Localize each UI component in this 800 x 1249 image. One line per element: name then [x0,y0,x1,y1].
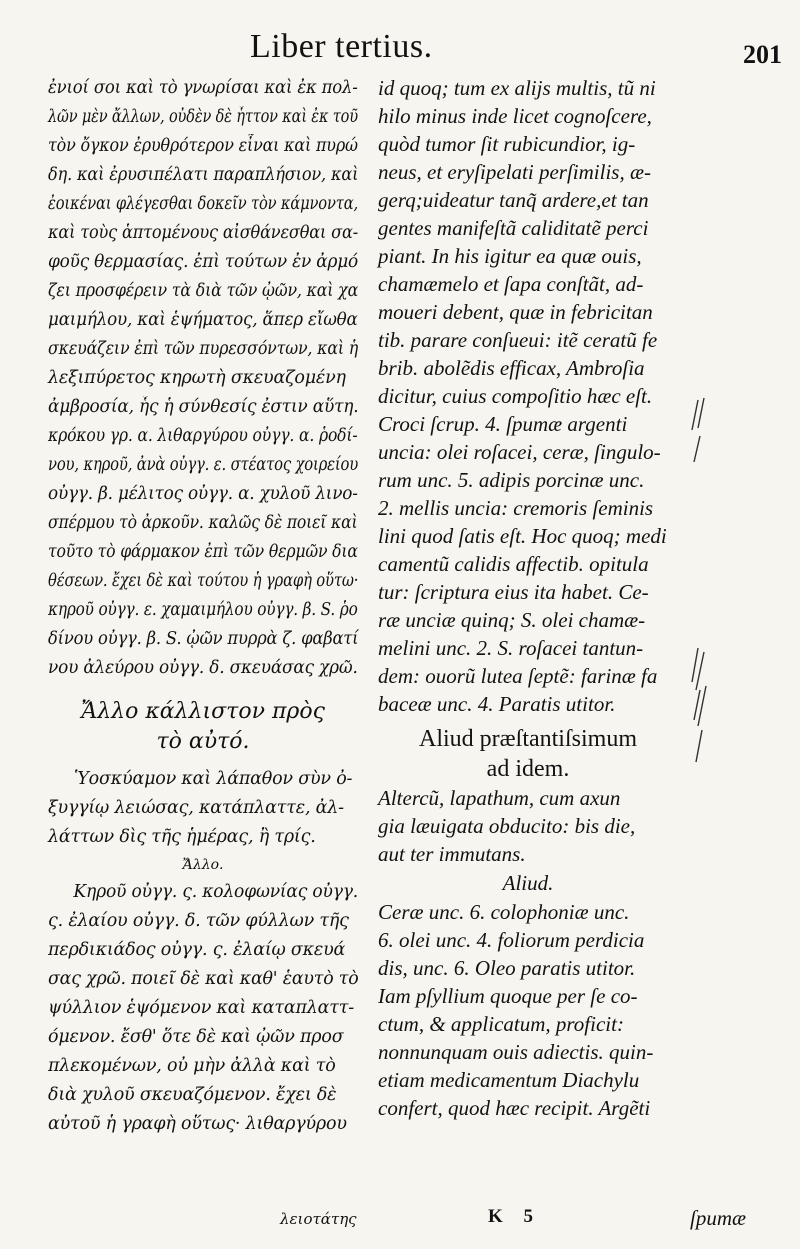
greek-text-line: νου ἀλεύρου οὐγγ. δ. σκευάσας χρῶ. [48,658,358,678]
greek-text-line: νου, κηροῦ, ἀνὰ οὐγγ. ε. στέατος χοιρείου [48,455,359,475]
latin-paragraph-2 [378,784,678,868]
greek-text-line: σκευάζειν ἐπὶ τῶν πυρεσσόντων, καὶ ἡ [48,339,359,359]
latin-text-line: uncia: olei roſacei, ceræ, ſingulo- [378,440,661,464]
greek-text-line: ἀμβροσία, ἧς ἡ σύνθεσίς ἐστιν αὕτη. [48,397,359,417]
latin-text-line: ræ unciæ quinq; S. olei chamæ- [378,608,646,632]
latin-subheading: Aliud. [502,871,554,895]
latin-text-line: baceæ unc. 4. Paratis utitor. [378,692,616,716]
latin-text-line: gerq;uideatur tanq̃ ardere,et tan [378,188,649,212]
latin-text-line: rum unc. 5. adipis porcinæ unc. [378,468,645,492]
latin-text-line: nonnunquam ouis adiectis. quin- [378,1040,654,1064]
latin-text-line: melini unc. 2. S. roſacei tantun- [378,636,644,660]
latin-text-line: brib. abolẽdis efficax, Ambroſia [378,356,645,380]
greek-text-line: καὶ τοὺς ἁπτομένους αἰσθάνεσθαι σα- [48,223,358,243]
latin-paragraph-3 [378,898,678,1122]
greek-text-line: δη. καὶ ἐρυσιπέλατι παραπλήσιον, καὶ [48,165,359,185]
latin-text-line: ctum, & applicatum, proficit: [378,1012,624,1036]
running-head: Liber tertius. [250,28,433,65]
latin-text-line: lini quod ſatis eſt. Hoc quoq; medi [378,524,667,548]
latin-text-line: aut ter immutans. [378,842,526,866]
latin-text-line: hilo minus inde licet cognoſcere, [378,104,652,128]
latin-text-line: gentes manifeſtã caliditatẽ perci [378,216,649,240]
latin-text-line: tur: ſcriptura eius ita habet. Ce- [378,580,649,604]
latin-text-line: gia læuigata obducito: bis die, [378,814,636,838]
greek-text-line: κηροῦ οὐγγ. ε. χαμαιμήλου οὐγγ. β. S. ῥο [48,600,358,620]
greek-text-line: σας χρῶ. ποιεῖ δὲ καὶ καθ' ἑαυτὸ τὸ [48,969,359,989]
greek-text-line: ἐνιοί σοι καὶ τὸ γνωρίσαι καὶ ἐκ πολ- [48,78,358,98]
greek-catchword: λειοτάτης [280,1210,357,1228]
greek-text-line: φοῦς θερμασίας. ἐπὶ τούτων ἐν ἀρμό [48,252,358,272]
greek-paragraph-3 [48,878,358,1139]
greek-text-line: ἐοικέναι φλέγεσθαι δοκεῖν τὸν κάμνοντα, [48,194,358,214]
latin-text-line: Ceræ unc. 6. colophoniæ unc. [378,900,630,924]
greek-text-line: ς. ἐλαίου οὐγγ. δ. τῶν φύλλων τῆς [48,911,349,931]
greek-text-line: Κηροῦ οὐγγ. ς. κολοφωνίας οὐγγ. [73,882,359,902]
latin-text-line: dem: ouorũ lutea ſeptẽ: farinæ fa [378,664,658,688]
greek-text-line: ξυγγίῳ λειώσας, κατάπλαττε, ἀλ- [48,798,344,818]
greek-heading-line-1: Ἄλλο κάλλιστον πρὸς [81,699,325,724]
greek-column [48,74,358,1139]
greek-text-line: διὰ χυλοῦ σκευαζόμενον. ἔχει δὲ [48,1085,337,1105]
greek-text-line: όμενον. ἔσθ' ὅτε δὲ καὶ ᾠῶν προσ [48,1027,344,1047]
greek-text-line: οὐγγ. β. μέλιτος οὐγγ. α. χυλοῦ λινο- [48,484,358,504]
greek-text-line: Ὑοσκύαμον καὶ λάπαθον σὺν ὀ- [74,769,353,789]
greek-text-line: σπέρμου τὸ ἀρκοῦν. καλῶς δὲ ποιεῖ καὶ [48,513,358,533]
greek-text-line: ψύλλιον ἑψόμενον καὶ καταπλαττ- [48,998,354,1018]
signature-mark: K 5 [488,1206,542,1227]
page-number: 201 [743,40,782,69]
latin-text-line: dicitur, cuius compoſitio hæc eſt. [378,384,653,408]
latin-text-line: Croci ſcrup. 4. ſpumæ argenti [378,412,628,436]
latin-heading-line-1: Aliud præſtantiſsimum [418,726,637,752]
greek-text-line: λῶν μὲν ἄλλων, οὐδὲν δὲ ἧττον καὶ ἐκ τοῦ [48,107,358,127]
greek-text-line: πλεκομένων, οὐ μὴν ἀλλὰ καὶ τὸ [48,1056,336,1076]
greek-heading-line-2: τὸ αὐτό. [156,729,250,754]
greek-text-line: αὐτοῦ ἡ γραφὴ οὕτως· λιθαργύρου [48,1114,347,1134]
latin-text-line: quòd tumor ſit rubicundior, ig- [378,132,636,156]
greek-text-line: μαιμήλου, καὶ ἑψήματος, ἅπερ εἴωθα [48,310,358,330]
latin-text-line: piant. In his igitur ea quæ ouis, [378,244,642,268]
latin-text-line: tib. parare conſueui: itẽ ceratũ fe [378,328,658,352]
latin-text-line: 6. olei unc. 4. foliorum perdicia [378,928,645,952]
latin-text-line: 2. mellis uncia: cremoris ſeminis [378,496,654,520]
handwritten-margin-marks [680,390,710,770]
greek-paragraph-1 [48,74,358,683]
greek-paragraph-2 [48,765,358,852]
greek-text-line: κρόκου γρ. α. λιθαργύρου οὐγγ. α. ῥοδί- [48,426,358,446]
latin-paragraph-1 [378,74,678,718]
latin-text-line: neus, et eryſipelati perſimilis, æ- [378,160,651,184]
greek-text-line: περδικιάδος οὐγγ. ς. ἐλαίῳ σκευά [48,940,346,960]
greek-subheading: Ἄλλο. [182,857,224,873]
latin-column [378,74,678,1122]
greek-text-line: τοῦτο τὸ φάρμακον ἐπὶ τῶν θερμῶν δια [48,542,358,562]
latin-text-line: etiam medicamentum Diachylu [378,1068,640,1092]
greek-text-line: τὸν ὄγκον ἐρυθρότερον εἶναι καὶ πυρώ [48,136,358,156]
latin-text-line: id quoq; tum ex alijs multis, tũ ni [378,76,656,100]
latin-catchword: ſpumæ [690,1206,747,1230]
latin-text-line: Iam pſyllium quoque per ſe co- [378,984,638,1008]
greek-text-line: ζει προσφέρειν τὰ διὰ τῶν ᾠῶν, καὶ χα [48,281,359,301]
greek-text-line: δίνου οὐγγ. β. S. ᾠῶν πυρρὰ ζ. φαβατί [48,629,359,649]
latin-text-line: chamæmelo et ſapa conſtãt, ad- [378,272,644,296]
greek-text-line: θέσεων. ἔχει δὲ καὶ τούτου ἡ γραφὴ οὕτω· [48,571,359,591]
latin-text-line: Altercũ, lapathum, cum axun [378,786,621,810]
latin-heading-line-2: ad idem. [486,756,570,782]
latin-text-line: moueri debent, quæ in febricitan [378,300,653,324]
greek-text-line: λεξιπύρετος κηρωτὴ σκευαζομένη [48,368,346,388]
latin-text-line: camentũ calidis affectib. opitula [378,552,649,576]
latin-text-line: confert, quod hæc recipit. Argẽti [378,1096,651,1120]
greek-text-line: λάττων δὶς τῆς ἡμέρας, ἢ τρίς. [48,827,316,847]
latin-text-line: dis, unc. 6. Oleo paratis utitor. [378,956,636,980]
